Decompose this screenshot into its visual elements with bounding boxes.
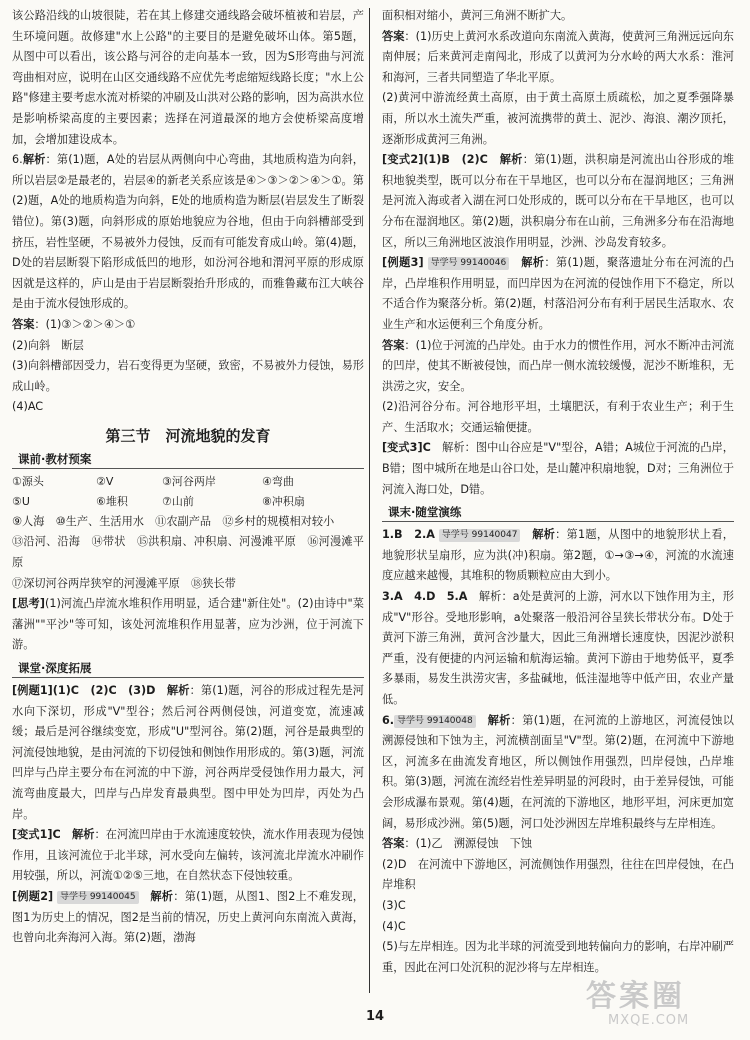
- variant-1-label: [变式1]: [12, 828, 53, 842]
- q6-number: 6.: [12, 153, 23, 167]
- guide-number-tag: 导学号 99140048: [394, 715, 476, 728]
- q6-answer-line-2: (2)向斜 断层: [12, 338, 84, 352]
- practice-q6-answer-1: 答案：(1)乙 溯源侵蚀 下蚀: [382, 837, 533, 851]
- variant-2: [变式2](1)B (2)C 解析：第(1)题，洪积扇是河流出山谷形成的堆积地貌类型，既可以分布在干旱地区，也可以分布在湿润地区；三角洲是河流入海或者入湖在河口处形成的，既可以分布在干旱地区，也可以分布在湿润地区。第(2)题，洪积扇分布在山前，三角洲多分布在沿海地区，所以三角洲地区波浪作用明显，沙洲、沙岛发育较多。: [382, 153, 734, 249]
- think-label: [思考]: [12, 597, 45, 611]
- fill-row-4: ⑬沿河、沿海 ⑭带状 ⑮洪积扇、冲积扇、河漫滩平原 ⑯河漫滩平原: [12, 535, 364, 570]
- column-divider: [369, 8, 370, 993]
- fill-item: ⑤U: [12, 494, 30, 508]
- example-2-answer-2: (2)黄河中游流经黄土高原，由于黄土高原土质疏松，加之夏季强降暴雨，所以水土流失严重，被河流携带的黄土、泥沙、海浪、潮汐顶托，逐渐形成黄河三角洲。: [382, 91, 734, 146]
- section-bar-class: 课堂·深度拓展: [12, 659, 364, 678]
- fill-item: ⑥堆积: [96, 494, 128, 508]
- example-3-answer-2: (2)沿河谷分布。河谷地形平坦，土壤肥沃，有利于农业生产；利于生产、生活取水；交通运输便捷。: [382, 400, 734, 434]
- example-1-label: [例题1]: [12, 684, 53, 698]
- example-3: [例题3] 导学号 99140046 解析：第(1)题，聚落遗址分布在河流的凸岸，凸岸堆积作用明显，而凹岸因为在河流的侵蚀作用下不稳定，所以不适合作为聚落分析。第(2)题，村落沿河分布有利于居民生活取水、农业生产和水运便利三个角度分析。: [382, 256, 734, 331]
- fill-item: ⑧冲积扇: [262, 494, 305, 508]
- fill-item: ④弯曲: [262, 474, 294, 488]
- practice-q1-2: 1.B 2.A 导学号 99140047 解析：第1题，从图中的地貌形状上看，地貌形状呈扇形，应为洪(冲)积扇。第2题，①→③→④，河流的水流速度应越来越慢，其堆积的物质颗粒应由大到小。: [382, 528, 734, 583]
- fill-item: ③河谷两岸: [162, 474, 216, 488]
- example-3-label: [例题3]: [382, 256, 424, 270]
- example-1: [例题1](1)C (2)C (3)D 解析：第(1)题，河谷的形成过程先是河水向下深切，形成"V"型谷；然后河谷两侧侵蚀，河道变宽，流速减缓；最后是河谷继续变宽，形成"U"型河谷。第(2)题，河谷是最典型的河流侵蚀地貌，是由河流的下切侵蚀和侧蚀作用形成的。第(3)题，河流凹岸与凸岸主要分布在河流的中下游，河谷两岸受侵蚀作用力最大，河流弯曲度最大，凹岸与凸岸发育最典型。图中甲处为凹岸，丙处为凸岸。: [12, 684, 364, 821]
- practice-q6-answer-4: (4)C: [382, 919, 406, 933]
- fill-item: ①源头: [12, 474, 44, 488]
- think-block: [思考](1)河流凸岸流水堆积作用明显，适合建"新住处"。(2)由诗中"菜藩洲""平沙"等可知，该处河流堆积作用显著，应为沙洲，位于河流下游。: [12, 597, 364, 652]
- variant-2-label: [变式2]: [382, 153, 424, 167]
- example-2-label: [例题2]: [12, 889, 54, 903]
- example-3-answer: 答案：(1)位于河流的凸岸处。由于水力的惯性作用，河水不断冲击河流的凹岸，使其不断被侵蚀，而凸岸一侧水流较缓慢，泥沙不断堆积，无洪涝之灾，安全。: [382, 338, 734, 393]
- guide-number-tag: 导学号 99140045: [57, 891, 139, 904]
- practice-q6-answer-2: (2)D 在河流中下游地区，河流侧蚀作用强烈，往往在凹岸侵蚀，在凸岸堆积: [382, 857, 734, 892]
- fill-row-5: ⑰深切河谷两岸狭窄的河漫滩平原 ⑱狭长带: [12, 576, 236, 590]
- watermark-url: MXQE.COM: [608, 1013, 690, 1028]
- section-bar-practice: 课末·随堂演练: [382, 503, 734, 522]
- q6-answer-line-4: (4)AC: [12, 400, 44, 414]
- fill-row-3: ⑨人海 ⑩生产、生活用水 ⑪农副产品 ⑫乡村的规模相对较小: [12, 514, 335, 528]
- watermark-text: 答案圈: [586, 979, 685, 1014]
- variant-3-label: [变式3]: [382, 441, 423, 455]
- practice-q6-answer-3: (3)C: [382, 898, 406, 912]
- section-bar-preview: 课前·教材预案: [12, 450, 364, 469]
- q6-answer-label: 答案: [12, 317, 35, 331]
- right-column: [382, 6, 734, 978]
- q6-body: ：第(1)题，A处的岩层从两侧向中心弯曲，其地质构造为向斜，所以岩层②是最老的，岩层④的新老关系应该是④＞③＞②＞④＞①。第(2)题，A处的地质构造为向斜，E处的地质构造为断层(岩层发生了断裂错位)。第(3)题，向斜形成的原始地貌应为谷地，但由于向斜槽部受到挤压，岩性坚硬，不易被外力侵蚀，反而有可能发育成山岭。第(4)题，D处的岩层断裂下陷形成低凹的地形，如汾河谷地和渭河平原的形成原因就是这样的，庐山是由于岩层断裂抬升形成的，而雅鲁藏布江大峡谷是由于流水侵蚀形成的。: [12, 153, 364, 311]
- practice-q6-answer-5: (5)与左岸相连。因为北半球的河流受到地转偏向力的影响，右岸冲刷严重，因此在河口处沉积的泥沙将与左岸相连。: [382, 940, 734, 974]
- practice-q6: 6. 导学号 99140048 解析：第(1)题，在河流的上游地区，河流侵蚀以溯源侵蚀和下蚀为主，河流横剖面呈"V"型。第(2)题，在河流中下游地区，河流多在曲流发育地区，所以侧蚀作用强烈，凹岸侵蚀，凸岸堆积。第(3)题，河流在流经岩性差异明显的河段时，由于差异侵蚀，可能会形成瀑布景观。第(4)题，在河流的下游地区，地形平坦，河床更加宽阔，易形成沙洲。第(5)题，河口处沙洲因左岸堆积最终与左岸相连。: [382, 713, 734, 830]
- fill-in-answers: [12, 472, 364, 512]
- variant-3: [变式3]C 解析：图中山谷应是"V"型谷，A错；A城位于河流的凸岸，B错；图中城所在地是山谷口处，是山麓冲积扇地貌，D对；三角洲位于河流入海口处，D错。: [382, 441, 734, 496]
- page-number: 14: [365, 1009, 385, 1024]
- q6-jiexi-label: 解析: [22, 153, 46, 167]
- variant-1: [变式1]C 解析：在河流凹岸由于水流速度较快，流水作用表现为侵蚀作用，且该河流位于北半球，河水受向左偏转，该河流北岸流水冲刷作用较强，所以，河流①②⑤三地，在自然状态下侵蚀较重。: [12, 828, 364, 883]
- guide-number-tag: 导学号 99140047: [439, 529, 521, 542]
- watermark-logo: [586, 980, 736, 1034]
- q6-answer-line-1: 答案：(1)③＞②＞④＞①: [12, 317, 136, 331]
- q6-answer-line-3: (3)向斜槽部因受力，岩石变得更为坚硬，致密，不易被外力侵蚀，易形成山岭。: [12, 359, 364, 393]
- right-paragraph-0: 面积相对缩小，黄河三角洲不断扩大。: [382, 9, 573, 22]
- practice-q3-5: 3.A 4.D 5.A 解析：a处是黄河的上游，河水以下蚀作用为主，形成"V"形谷。受地形影响，a处聚落一般沿河谷呈狭长带状分布。D处于黄河下游三角洲，黄河含沙量大，因此三角洲增长速度快，因泥沙淤积严重，没有便捷的内河运输和航海运输。黄河下游由于地势低平，夏季多暴雨，易发生洪涝灾害，多盐碱地，低洼湿地等中低产田，农业产量低。: [382, 590, 734, 706]
- fill-item: ②V: [96, 474, 114, 488]
- left-column: [12, 6, 364, 949]
- example-2: [例题2] 导学号 99140045 解析：第(1)题，从图1、图2上不难发现，图1为历史上的情况，图2是当前的情况，历史上黄河向东南流入黄海，也曾向北奔海河入海。第(2)题，渤海: [12, 889, 364, 945]
- example-2-answer: 答案：(1)历史上黄河水系改道向东南流入黄海，使黄河三角洲远远向东南伸展；后来黄河走南闯北，形成了以黄河为分水岭的两大水系：淮河和海河，三者共同塑造了华北平原。: [382, 29, 734, 84]
- guide-number-tag: 导学号 99140046: [428, 257, 510, 270]
- section-title: 第三节 河流地貌的发育: [105, 426, 271, 445]
- fill-item: ⑦山前: [162, 494, 194, 508]
- left-paragraph-1: 该公路沿线的山坡很陡，若在其上修建交通线路会破坏植被和岩层，产生环境问题。故修建"水上公路"的主要目的是避免破坏山体。第5题，从图中可以看出，该公路与河谷的走向基本一致，因为S形弯曲与河流弯曲相对应，说明在山区交通线路不应优先考虑缩短线路长度；"水上公路"修建主要考虑水流对桥梁的冲刷及山洪对公路的影响，因为高洪水位是影响桥梁高度的主要因素；选择在河道最深的地方会使桥梁高度增加，会增加建设成本。: [12, 9, 364, 146]
- q6-block: [12, 150, 364, 315]
